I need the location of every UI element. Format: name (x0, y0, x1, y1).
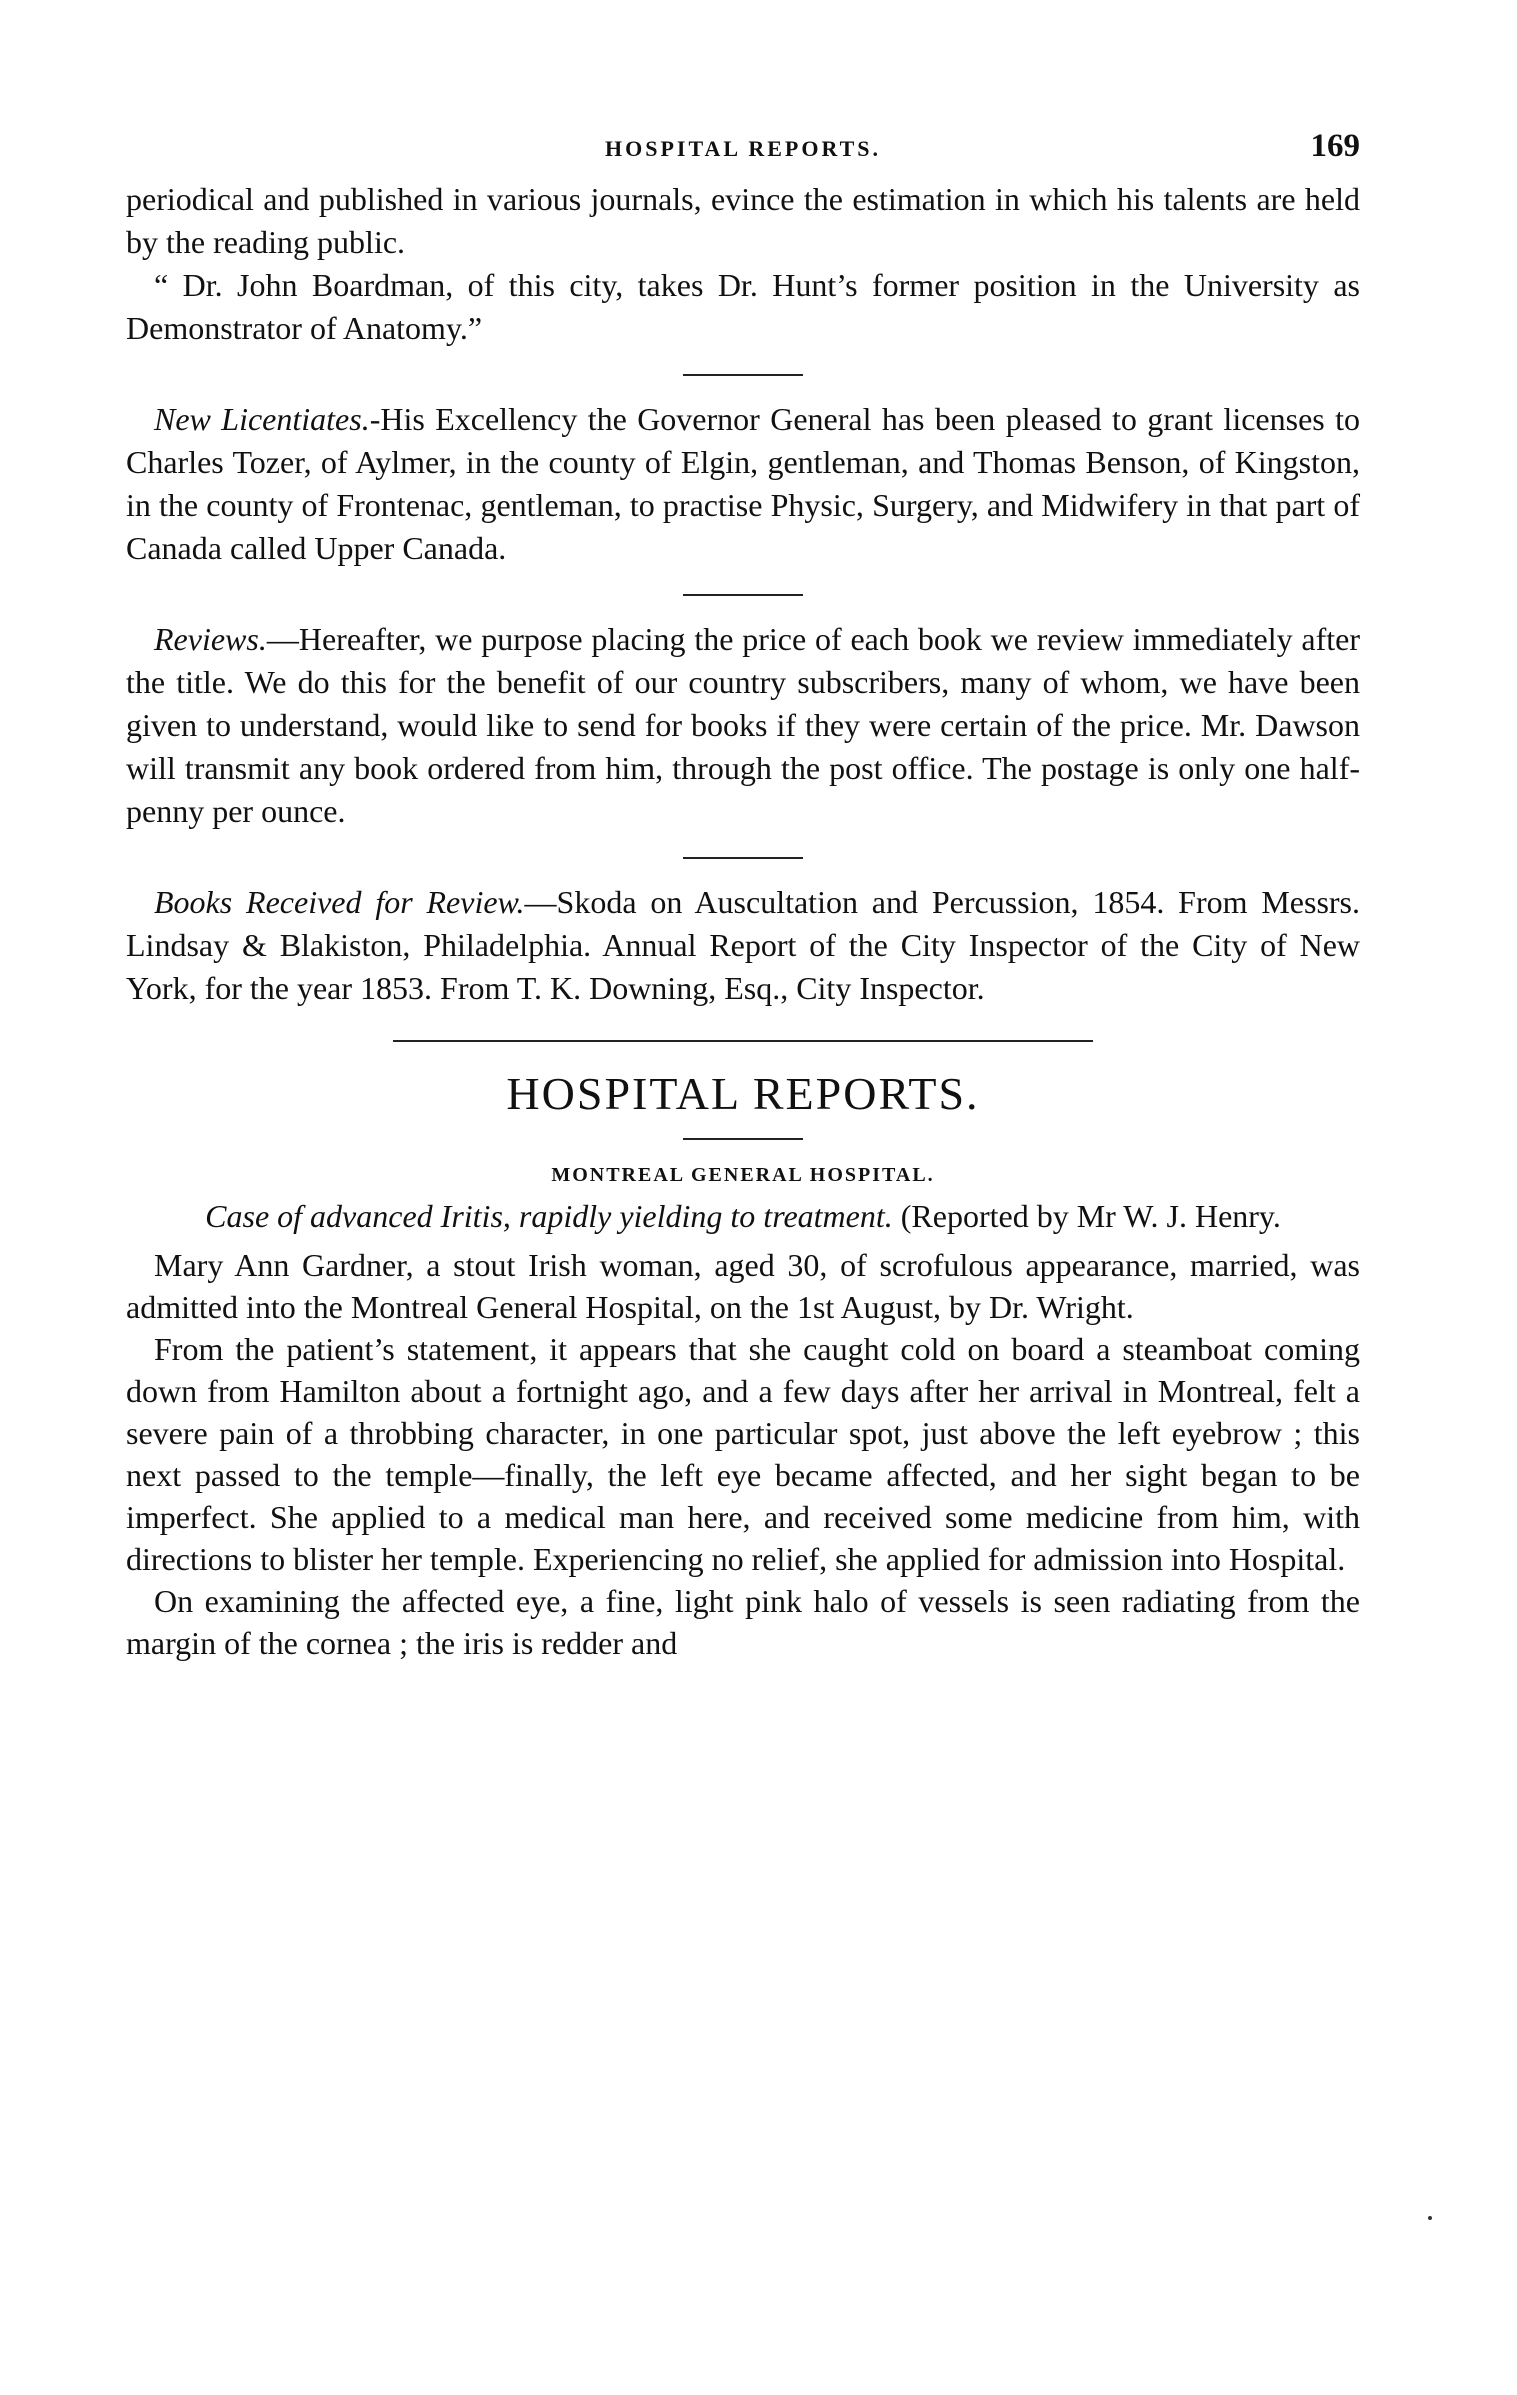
ink-speck (1428, 2216, 1432, 2220)
reviews-section (126, 618, 1360, 833)
reviews-text: —Hereafter, we purpose placing the price of each book we review immediately after the title. We do this for the benefit of our country subscribers, many of whom, we have been given to understand, would like to send for books if they were certain of the price. Mr. Dawson will transmit any book ordered from him, through the post office. The postage is only one half-penny per ounce. (126, 621, 1360, 829)
intro-paragraph: periodical and published in various journals, evince the estimation in which his talents are held by the reading public. (126, 181, 1360, 260)
licentiates-section (126, 398, 1360, 570)
intro-section (126, 178, 1360, 350)
books-section (126, 881, 1360, 1010)
books-lead: Books Received for Review. (154, 884, 525, 920)
hospital-reports-section (126, 1064, 1360, 1664)
case-reporter: (Reported by Mr W. J. Henry. (900, 1198, 1281, 1234)
section-divider-long (393, 1040, 1093, 1042)
books-paragraph (126, 881, 1360, 1010)
case-title-italic: Case of advanced Iritis, rapidly yielding to treatment. (205, 1198, 893, 1234)
books-text: —Skoda on Auscultation and Percussion, 1854. From Messrs. Lindsay & Blakiston, Philadelphia. Annual Report of the City Inspector of the City of New York, for the year 1853. From T. K. Downing, Esq., City Inspector. (126, 884, 1361, 1006)
book-page (126, 128, 1360, 1664)
case-paragraph: Mary Ann Gardner, a stout Irish woman, aged 30, of scrofulous appearance, married, was admitted into the Montreal General Hospital, on the 1st August, by Dr. Wright. (126, 1247, 1360, 1325)
hospital-subheading: MONTREAL GENERAL HOSPITAL. (551, 1164, 935, 1186)
licentiates-paragraph (126, 398, 1360, 570)
reviews-lead: Reviews. (154, 621, 267, 657)
case-paragraph: On examining the affected eye, a fine, light pink halo of vessels is seen radiating from the margin of the cornea ; the iris is redder and (126, 1583, 1360, 1661)
running-head: HOSPITAL REPORTS. (605, 136, 881, 161)
title-divider (683, 1138, 803, 1140)
reviews-paragraph (126, 618, 1360, 833)
licentiates-text: -His Excellency the Governor General has been pleased to grant licenses to Charles Tozer, of Aylmer, in the county of Elgin, gentleman, and Thomas Benson, of Kingston, in the county of Frontenac, gentleman, to practise Physic, Surgery, and Midwifery in that part of Canada called Upper Canada. (126, 401, 1361, 566)
section-divider (683, 374, 803, 376)
section-title: HOSPITAL REPORTS. (506, 1068, 980, 1119)
case-paragraph: From the patient’s statement, it appears that she caught cold on board a steamboat coming down from Hamilton about a fortnight ago, and a few days after her arrival in Montreal, felt a severe pain of a throbbing character, in one particular spot, just above the left eyebrow ; this next passed to the temple—finally, the left eye became affected, and her sight began to be imperfect. She applied to a medical man here, and received some medicine from him, with directions to blister her temple. Experiencing no relief, she applied for admission into Hospital. (126, 1331, 1360, 1577)
section-divider (683, 857, 803, 859)
page-header (126, 128, 1360, 178)
licentiates-lead: New Licentiates. (154, 401, 370, 437)
page-number: 169 (1310, 128, 1360, 164)
case-body (126, 1244, 1360, 1664)
case-title (126, 1195, 1360, 1238)
section-divider (683, 594, 803, 596)
quote-paragraph: “ Dr. John Boardman, of this city, takes Dr. Hunt’s former position in the University as Demonstrator of Anatomy.” (126, 267, 1360, 346)
